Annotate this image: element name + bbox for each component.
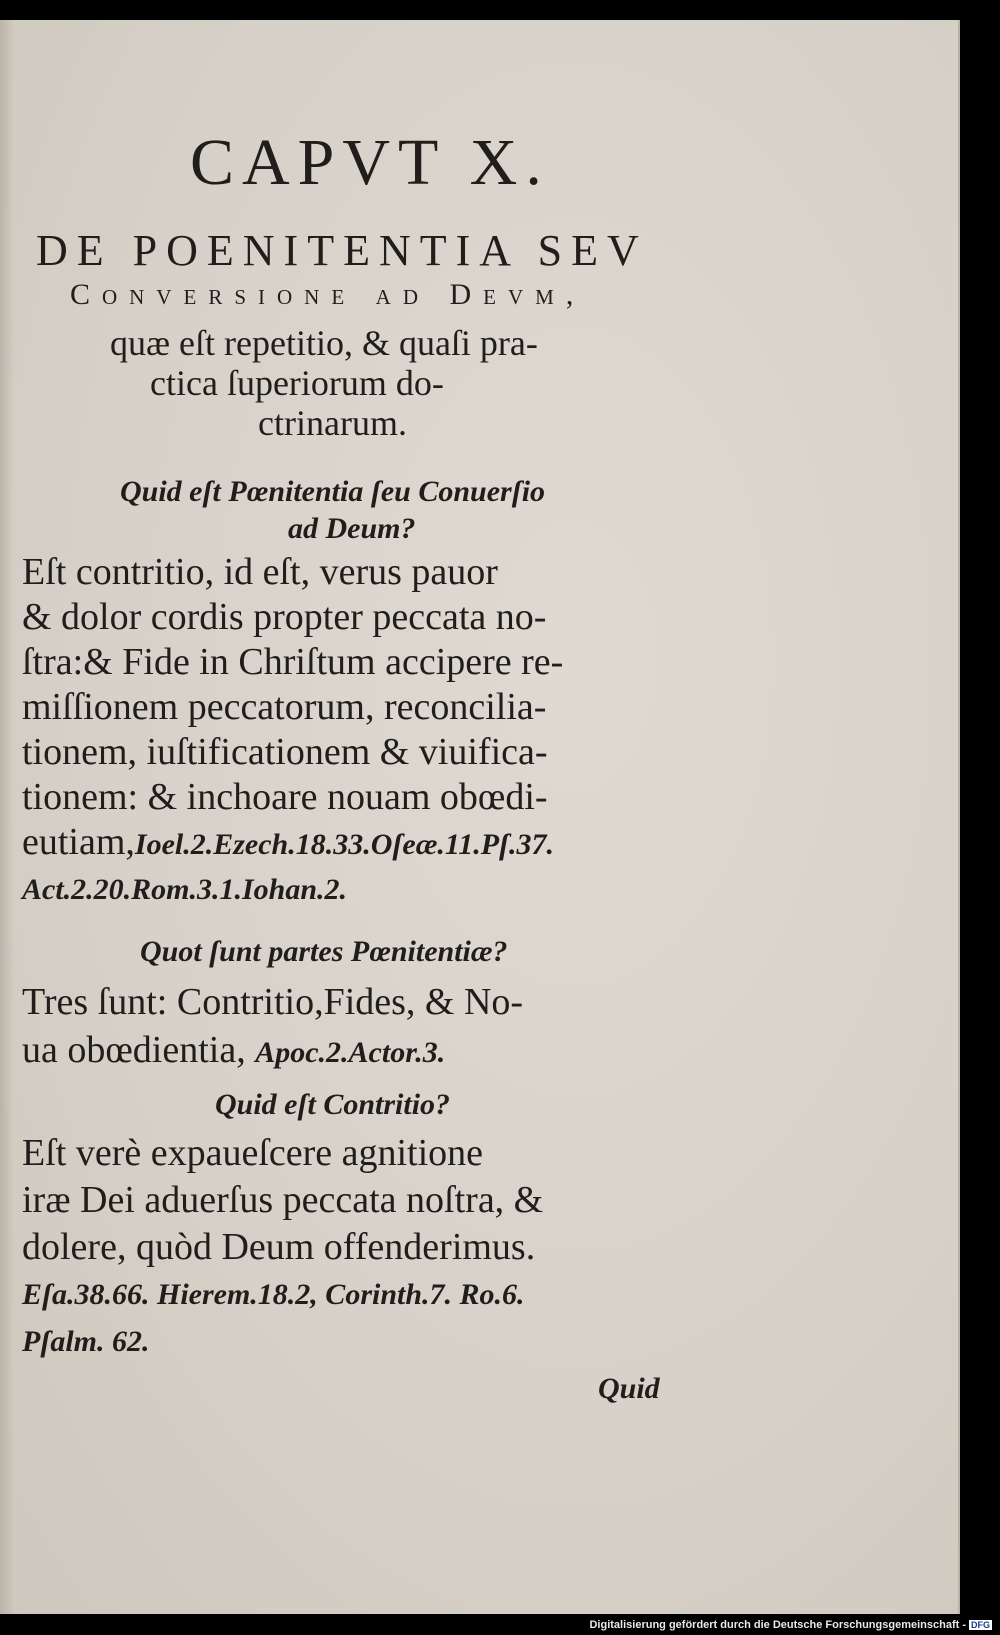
- answer-2-line-2: [22, 1026, 523, 1077]
- answer-2: [22, 978, 523, 1077]
- chapter-heading: CAPVT X.: [190, 126, 550, 199]
- answer-1-last-text: eutiam,: [22, 821, 135, 863]
- question-1-line-1: Quid eſt Pœnitentia ſeu Conuerſio: [120, 475, 546, 508]
- catchword: Quid: [598, 1372, 660, 1405]
- answer-2-line-2-text: ua obœdientia,: [22, 1029, 246, 1071]
- scripture-references-3b: Pſalm. 62.: [22, 1325, 150, 1358]
- question-2: Quot ſunt partes Pœnitentiæ?: [140, 935, 508, 968]
- scripture-references-2: Apoc.2.Actor.3.: [255, 1036, 446, 1069]
- answer-1-line: ſtra:& Fide in Chriſtum accipere re-: [22, 641, 564, 683]
- answer-3: [22, 1130, 543, 1365]
- credit-text: Digitalisierung gefördert durch die Deutsche Forschungsgemeinschaft -: [589, 1619, 966, 1631]
- answer-1-last-line: [22, 820, 682, 867]
- digitization-credit: [589, 1619, 992, 1633]
- answer-1-line: miſſionem peccatorum, reconcilia-: [22, 686, 547, 728]
- chapter-title-line-1: DE POENITENTIA SEV: [36, 226, 648, 275]
- chapter-title-line-5: ctrinarum.: [258, 403, 407, 443]
- answer-3-line: dolere, quòd Deum offenderimus.: [22, 1226, 536, 1268]
- answer-1-line: Eſt contritio, id eſt, verus pauor: [22, 551, 498, 593]
- chapter-title-line-2: Conversione ad Devm,: [70, 278, 586, 311]
- page-gutter-shadow: [0, 20, 14, 1614]
- answer-3-line: iræ Dei aduerſus peccata noſtra, &: [22, 1179, 544, 1221]
- answer-1-line: tionem: & inchoare nouam obœdi-: [22, 776, 548, 818]
- scripture-references-1a: Ioel.2.Ezech.18.33.Oſeæ.11.Pſ.37.: [134, 828, 555, 861]
- question-3: Quid eſt Contritio?: [215, 1088, 451, 1121]
- scripture-references-3a: Eſa.38.66. Hierem.18.2, Corinth.7. Ro.6.: [22, 1278, 525, 1311]
- question-1-line-2: ad Deum?: [288, 512, 416, 545]
- answer-1: [22, 550, 682, 912]
- dfg-logo: DFG: [971, 1620, 990, 1630]
- answer-1-line: & dolor cordis propter peccata no-: [22, 596, 547, 638]
- answer-3-line: Eſt verè expaueſcere agnitione: [22, 1132, 484, 1174]
- chapter-title-line-3: quæ eſt repetitio, & quaſi pra-: [110, 323, 538, 363]
- answer-2-line-1: Tres ſunt: Contritio,Fides, & No-: [22, 981, 524, 1023]
- answer-1-line: tionem, iuſtificationem & viuifica-: [22, 731, 548, 773]
- chapter-title-line-4: ctica ſuperiorum do-: [150, 363, 444, 403]
- scripture-references-1b: Act.2.20.Rom.3.1.Iohan.2.: [22, 873, 348, 906]
- book-page: [0, 20, 960, 1614]
